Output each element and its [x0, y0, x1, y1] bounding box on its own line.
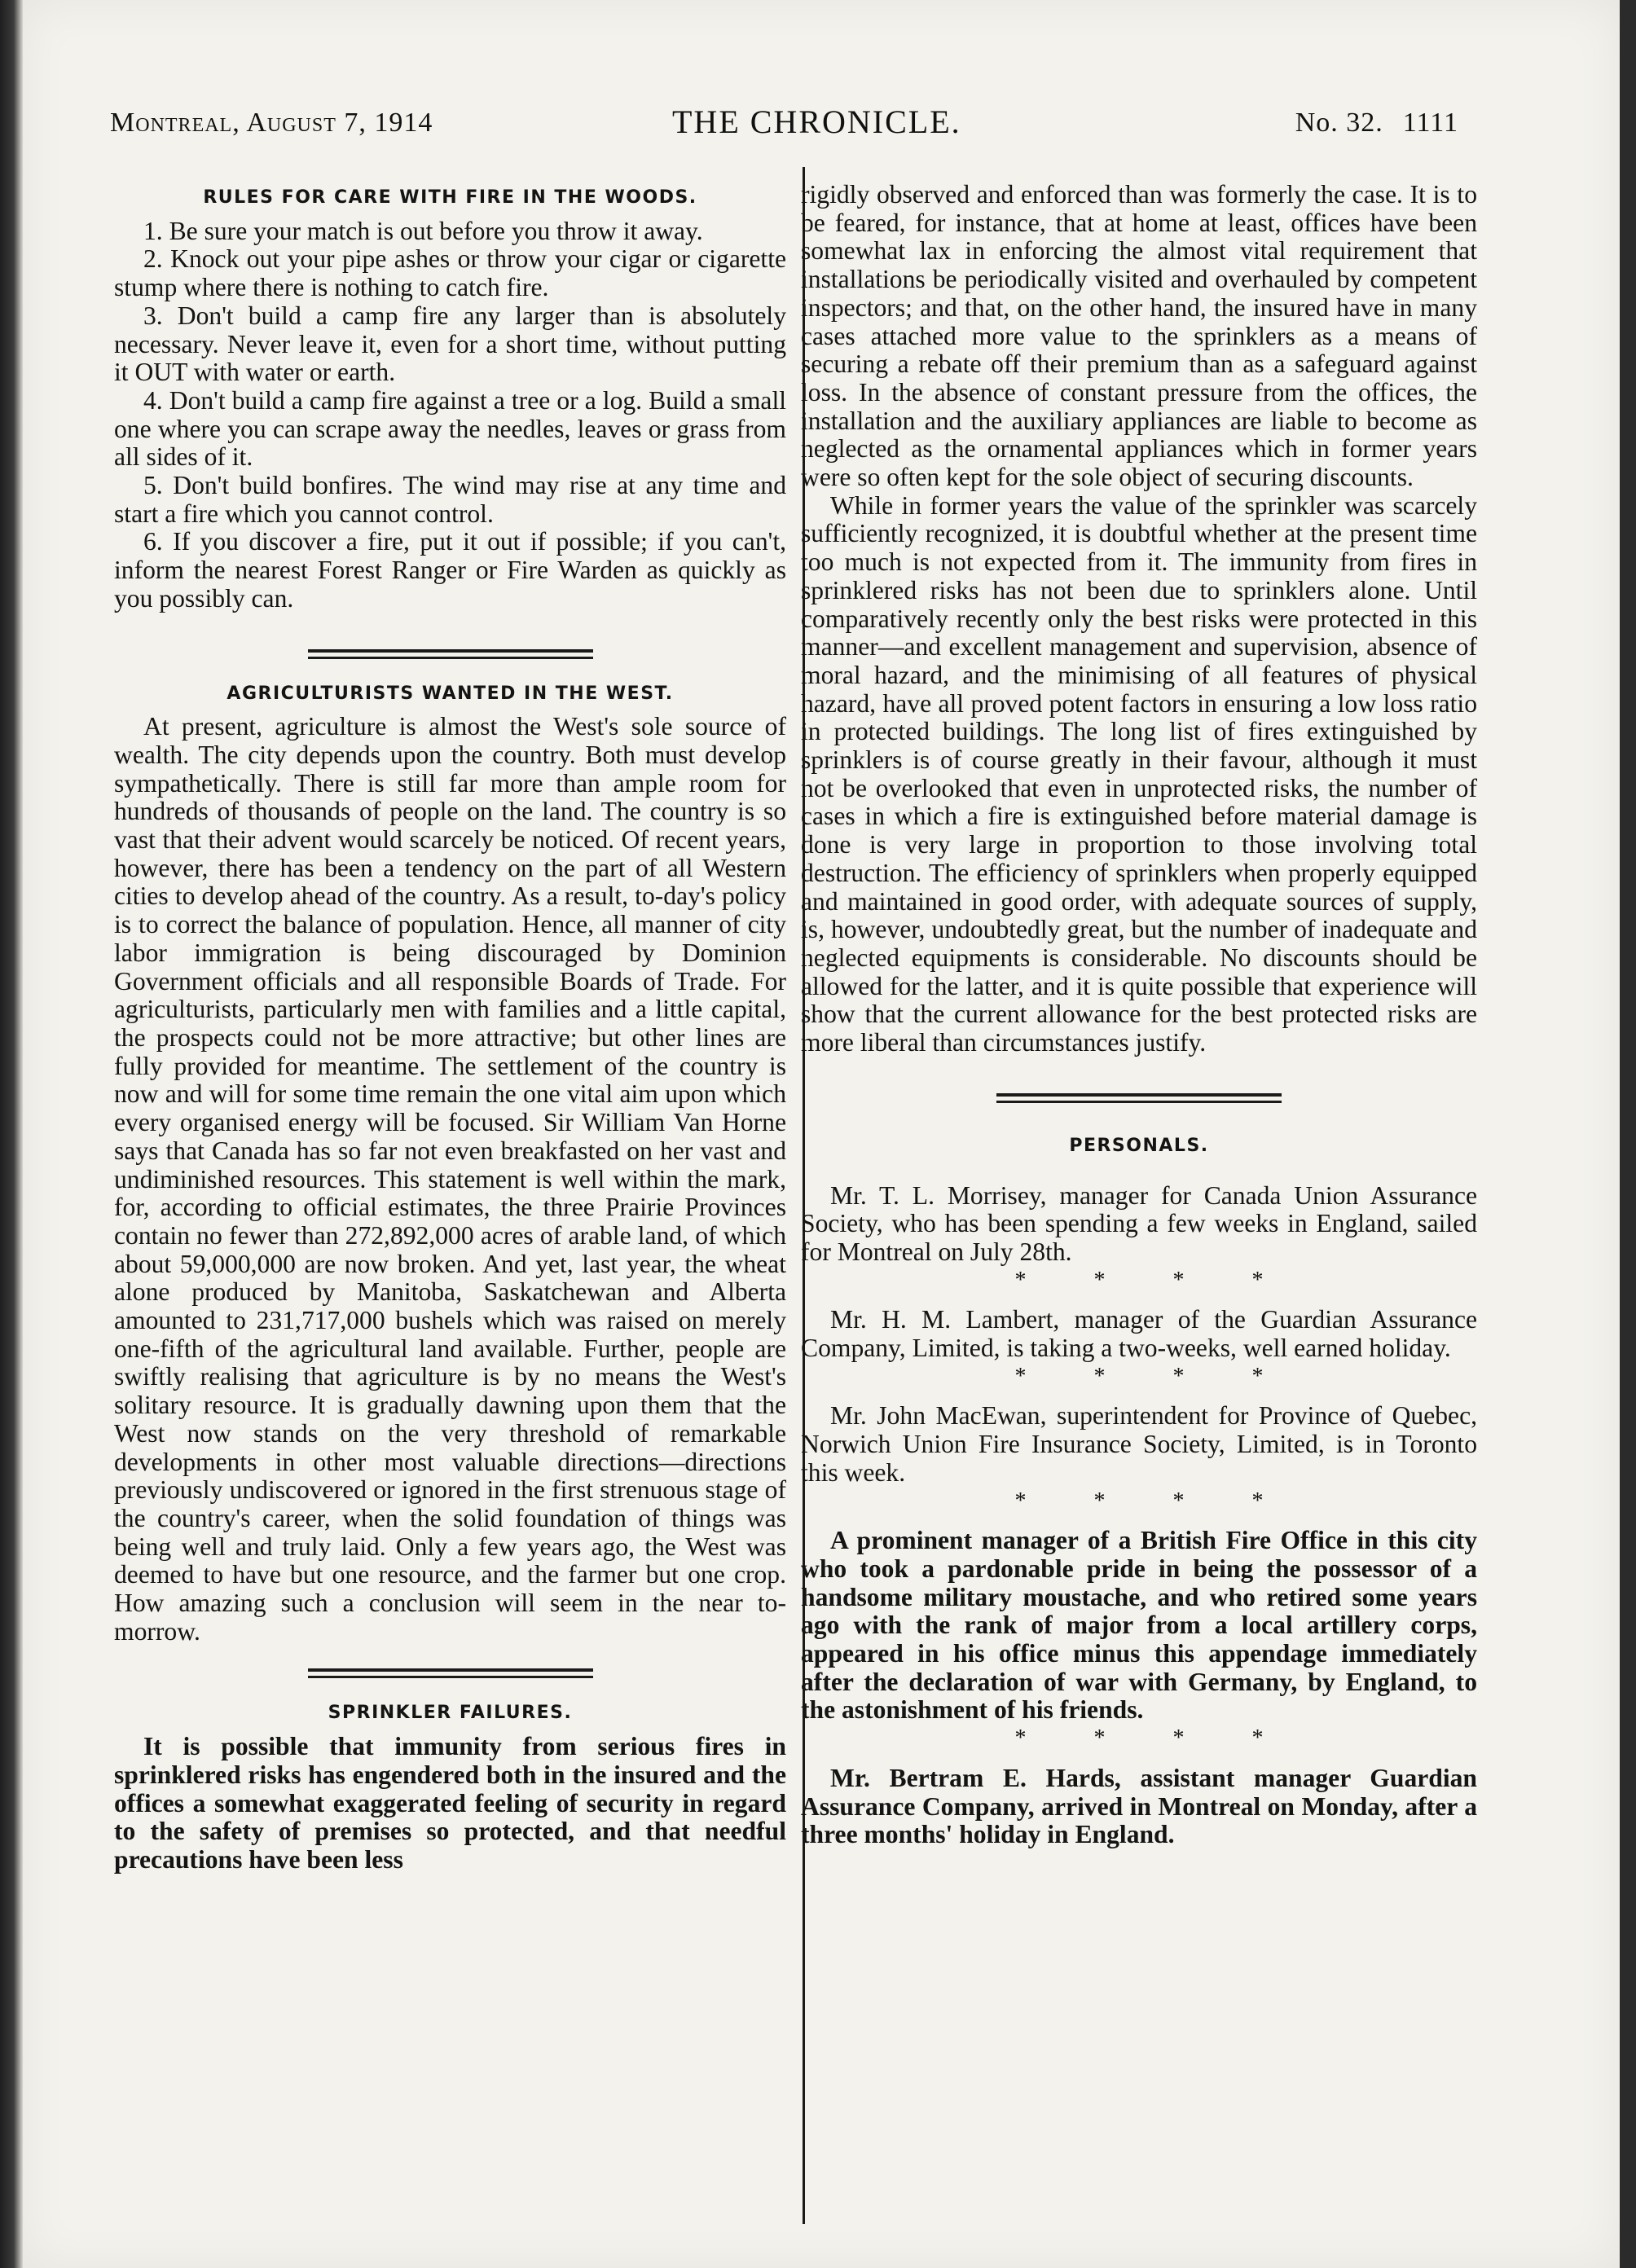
- personal-item: Mr. H. M. Lambert, manager of the Guardian Assurance Company, Limited, is taking a two-weeks, well earned holiday.: [801, 1305, 1477, 1363]
- fire-rule-item: 4. Don't build a camp fire against a tree or a log. Build a small one where you can scrape away the needles, leaves or grass from all sides of it.: [114, 385, 786, 472]
- sprinkler-intro-block: [114, 1733, 786, 1875]
- right-column: [801, 181, 1477, 1849]
- sprinkler-continued: rigidly observed and enforced than was formerly the case. It is to be feared, for instance, that at home at least, offices have been somewhat lax in enforcing the almost vital requirement that installations be periodically visited and overhauled by competent inspectors; and that, on the other hand, the insured have in many cases attached more value to the sprinklers as a means of securing a rebate off their premium than as a safeguard against loss. In the absence of constant pressure from the offices, the installation and the auxiliary appliances are liable to become as neglected as the ornamental appliances which in former years were so often kept for the sole object of securing discounts.: [801, 180, 1477, 492]
- page-gutter: [0, 0, 23, 2268]
- star-separator: * * * *: [1014, 1363, 1295, 1389]
- left-column: [114, 181, 786, 1875]
- running-head: [110, 103, 1458, 143]
- section-divider: [308, 649, 593, 659]
- personal-item: Mr. John MacEwan, superintendent for Province of Quebec, Norwich Union Fire Insurance Society, Limited, is in Toronto this week.: [801, 1401, 1477, 1487]
- journal-title: THE CHRONICLE.: [672, 103, 961, 140]
- personal-item: Mr. T. L. Morrisey, manager for Canada Union Assurance Society, who has been spending a few weeks in England, sailed for Montreal on July 28th.: [801, 1180, 1477, 1266]
- bold-personal-block: [801, 1527, 1477, 1725]
- fire-rule-item: 6. If you discover a fire, put it out if possible; if you can't, inform the nearest Forest Ranger or Fire Warden as quickly as you possibly can.: [114, 527, 786, 613]
- star-separator: * * * *: [1014, 1488, 1295, 1514]
- star-separator: * * * *: [1014, 1725, 1295, 1752]
- section-divider: [996, 1093, 1282, 1103]
- section-divider: [308, 1668, 593, 1678]
- sprinkler-heading: SPRINKLER FAILURES.: [328, 1703, 573, 1724]
- star-separator: * * * *: [1014, 1267, 1295, 1293]
- fire-rule-item: 3. Don't build a camp fire any larger than is absolutely necessary. Never leave it, even for a short time, without putting it OUT with water or earth.: [114, 301, 786, 387]
- issue-info: [1295, 108, 1458, 138]
- fire-rule-item: 2. Knock out your pipe ashes or throw your cigar or cigarette stump where there is nothing to catch fire.: [114, 244, 786, 302]
- sprinkler-intro: It is possible that immunity from serious fires in sprinklered risks has engendered both in the insured and the offices a somewhat exaggerated feeling of security in regard to the safety of premises so protected, and that needful precautions have been less: [114, 1732, 786, 1874]
- page-number: 1111: [1402, 108, 1458, 138]
- fire-rules-heading: RULES FOR CARE WITH FIRE IN THE WOODS.: [203, 187, 697, 208]
- issue-number: No. 32.: [1295, 108, 1383, 138]
- agriculturists-body: At present, agriculture is almost the West's sole source of wealth. The city depends upon the country. Both must develop sympathetically. There is still far more than ample room for hundreds of thousands of people on the land. The country is so vast that their advent would scarcely be noticed. Of recent years, however, there has been a tendency on the part of all Western cities to develop ahead of the country. As a result, to-day's policy is to correct the balance of population. Hence, all manner of city labor immigration is being discouraged by Dominion Government officials and all responsible Boards of Trade. For agriculturists, particularly men with families and a little capital, the prospects could not be more attractive; but other lines are fully provided for meantime. The settlement of the country is now and will for some time remain the one vital aim upon which every organised energy will be focused. Sir William Van Horne says that Canada has so far not even breakfasted on her vast and undiminished resources. This statement is well within the mark, for, according to official estimates, the three Prairie Provinces contain no fewer than 272,892,000 acres of arable land, of which about 59,000,000 are now broken. And yet, last year, the wheat alone produced by Manitoba, Saskatchewan and Alberta amounted to 231,717,000 bushels which was raised on merely one-fifth of the agricultural land available. Further, people are swiftly realising that agriculture is by no means the West's solitary resource. It is gradually dawning upon them that the West now stands on the very threshold of remarkable developments in other most valuable directions—directions previously undiscovered or ignored in the first strenuous stage of the country's career, when the solid foundation of things was being well and truly laid. Only a few years ago, the West was deemed to have but one resource, and the farmer but one crop. How amazing such a conclusion will seem in the near to-morrow.: [114, 712, 786, 1646]
- personals-heading: PERSONALS.: [1069, 1135, 1209, 1156]
- fire-rule-item: 5. Don't build bonfires. The wind may rise at any time and start a fire which you cannot control.: [114, 471, 786, 528]
- sprinkler-para-2: While in former years the value of the sprinkler was scarcely sufficiently recognized, it is doubtful whether at the present time too much is not expected from it. The immunity from fires in sprinklered risks has not been due to sprinklers alone. Until comparatively recently only the best risks were protected in this manner—and excellent management and supervision, absence of moral hazard, and the minimising of all features of physical hazard, have all proved potent factors in ensuring a low loss ratio in protected buildings. The long list of fires extinguished by sprinklers is of course greatly in their favour, although it must not be overlooked that even in unprotected risks, the number of cases in which a fire is extinguished before material damage is done is very large in proportion to those involving total destruction. The efficiency of sprinklers when properly equipped and maintained in good order, with adequate sources of supply, is, however, undoubtedly great, but the number of inadequate and neglected equipments is considerable. No discounts should be allowed for the latter, and it is quite possible that experience will show that the current allowance for the best protected risks are more liberal than circumstances justify.: [801, 490, 1477, 1057]
- bold-personal-block: [801, 1765, 1477, 1849]
- place-date: Montreal, August 7, 1914: [110, 108, 433, 138]
- personal-item: A prominent manager of a British Fire Office in this city who took a pardonable pride in being the possessor of a handsome military moustache, and who retired some years ago with the rank of major from a local artillery corps, appeared in his office minus this appendage immediately after the declaration of war with Germany, by England, to the astonishment of his friends.: [801, 1526, 1477, 1725]
- personal-item: Mr. Bertram E. Hards, assistant manager Guardian Assurance Company, arrived in Montreal on Monday, after a three months' holiday in England.: [801, 1763, 1477, 1849]
- fire-rule-item: 1. Be sure your match is out before you throw it away.: [143, 216, 703, 245]
- agriculturists-heading: AGRICULTURISTS WANTED IN THE WEST.: [226, 683, 674, 704]
